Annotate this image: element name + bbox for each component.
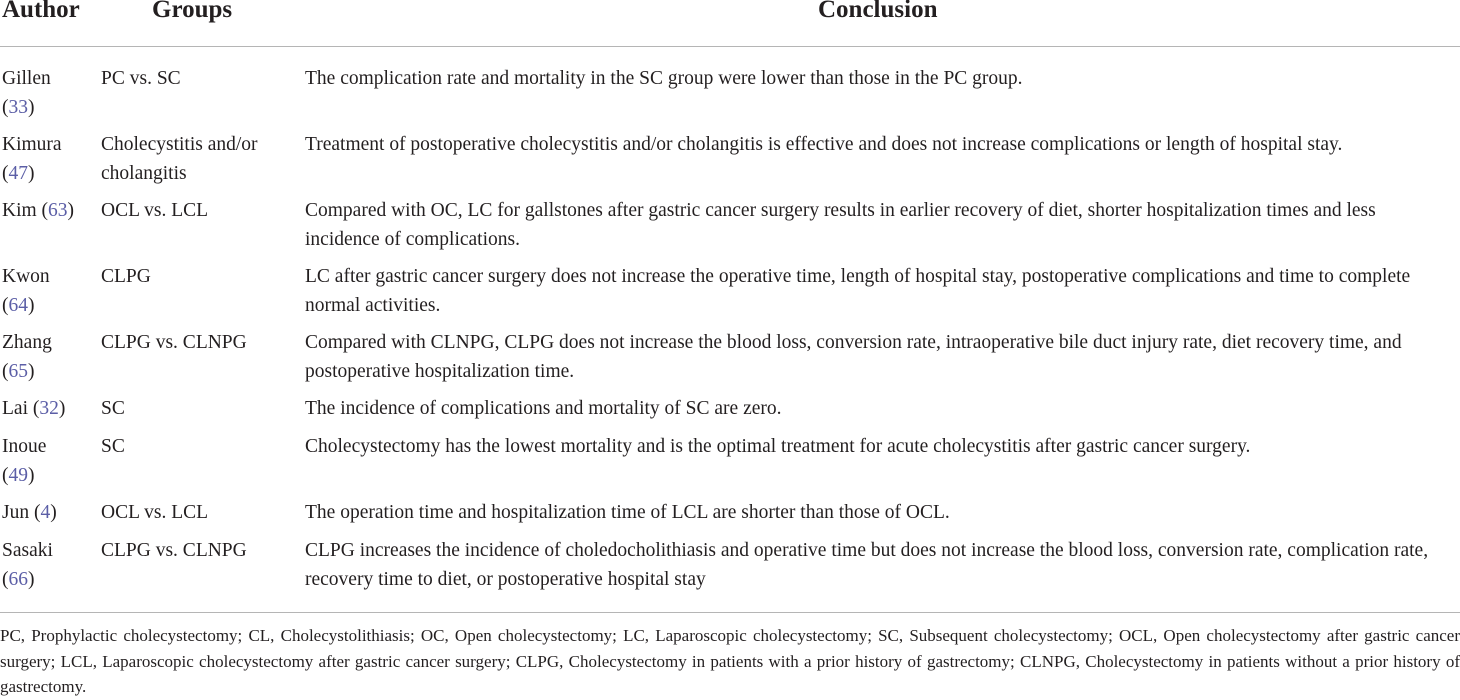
author-name: Kwon [2,266,50,287]
author-cell: Kim (63) [2,200,75,221]
author-cell: Kwon (64) [2,266,50,316]
reference-link[interactable]: 63 [48,200,68,221]
author-column-header: Author [2,0,80,23]
reference-link[interactable]: 65 [8,361,28,382]
conclusion-cell: Treatment of postoperative cholecystitis and/or cholangitis is effective and does not increase complications or length of hospital stay. [305,134,1343,155]
author-name: Gillen [2,68,51,89]
groups-cell: OCL vs. LCL [101,200,209,221]
author-name: Inoue [2,436,47,457]
groups-cell: PC vs. SC [101,68,181,89]
groups-cell: SC [101,398,125,419]
groups-cell: OCL vs. LCL [101,502,209,523]
author-name: Sasaki [2,540,53,561]
groups-cell: CLPG vs. CLNPG [101,332,247,353]
groups-column-header: Groups [152,0,233,23]
reference-link[interactable]: 49 [8,465,28,486]
reference-link[interactable]: 33 [8,97,28,118]
author-cell: Inoue (49) [2,436,47,486]
author-cell: Zhang (65) [2,332,52,382]
conclusion-cell: LC after gastric cancer surgery does not increase the operative time, length of hospital stay, postoperative complications and time to complete normal activities. [305,266,1411,316]
reference-link[interactable]: 64 [8,295,28,316]
conclusion-cell: Compared with CLNPG, CLPG does not increase the blood loss, conversion rate, intraoperative bile duct injury rate, diet recovery time, and postoperative hospitalization time. [305,332,1402,382]
author-name: Kimura [2,134,62,155]
groups-cell: SC [101,436,125,457]
conclusion-cell: Compared with OC, LC for gallstones after gastric cancer surgery results in earlier recovery of diet, shorter hospitalization times and less incidence of complications. [305,200,1376,250]
author-cell: Kimura (47) [2,134,62,184]
groups-cell: CLPG vs. CLNPG [101,540,247,561]
author-cell: Sasaki (66) [2,540,53,590]
author-cell: Jun (4) [2,502,57,523]
reference-link[interactable]: 32 [39,398,59,419]
conclusion-cell: CLPG increases the incidence of choledocholithiasis and operative time but does not increase the blood loss, conversion rate, complication rate, recovery time to diet, or postoperative hospital stay [305,540,1429,590]
author-name: Kim [2,200,37,221]
conclusion-cell: The operation time and hospitalization time of LCL are shorter than those of OCL. [305,502,950,523]
groups-cell: Cholecystitis and/or cholangitis [101,134,258,184]
table-header [0,0,1460,47]
conclusion-column-header: Conclusion [818,0,938,23]
author-name: Lai [2,398,28,419]
conclusion-cell: Cholecystectomy has the lowest mortality and is the optimal treatment for acute cholecystitis after gastric cancer surgery. [305,436,1251,457]
groups-cell: CLPG [101,266,151,287]
table-footnote: PC, Prophylactic cholecystectomy; CL, Cholecystolithiasis; OC, Open cholecystectomy; LC, Laparoscopic cholecystectomy; SC, Subsequent cholecystectomy; OCL, Open cholecystectomy after gastric cancer surgery; LCL, Laparoscopic cholecystectomy after gastric cancer surgery; CLPG, Cholecystectomy in patients with a prior history of gastrectomy; CLNPG, Cholecystectomy in patients without a prior history of gastrectomy. [0,612,1460,700]
author-cell: Lai (32) [2,398,66,419]
conclusion-cell: The complication rate and mortality in the SC group were lower than those in the PC group. [305,68,1023,89]
author-name: Jun [2,502,30,523]
author-cell: Gillen (33) [2,68,51,118]
reference-link[interactable]: 66 [8,569,28,590]
reference-link[interactable]: 47 [8,163,28,184]
author-name: Zhang [2,332,52,353]
conclusion-cell: The incidence of complications and mortality of SC are zero. [305,398,782,419]
reference-link[interactable]: 4 [40,502,51,523]
